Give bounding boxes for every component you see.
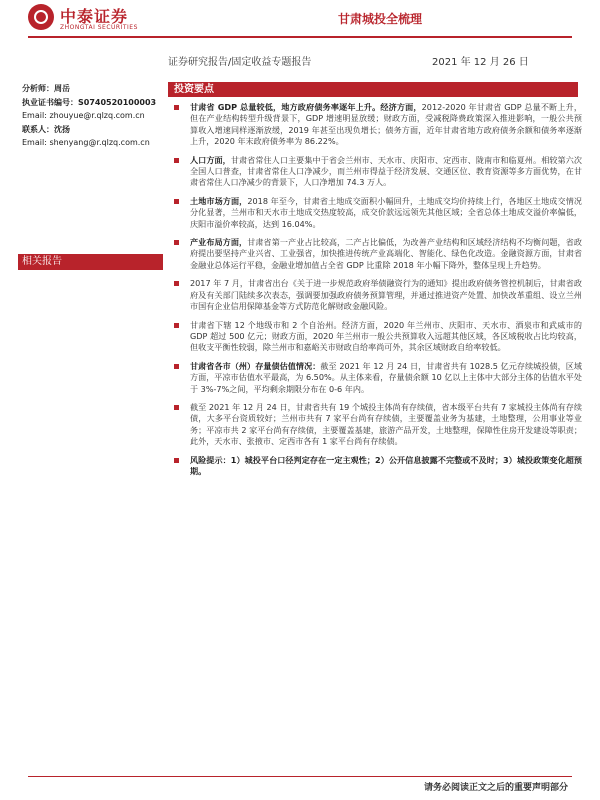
analyst-label: 分析师： [22, 84, 54, 93]
bullet-gdp [172, 102, 582, 148]
bullet-text: 截至 2021 年 12 月 24 日，甘肃省共有 19 个城投主体尚有存续债，省本级平台共有 7 家城投主体尚有存续债，大多平台资质较好；兰州市共有 7 家平台尚有存续债，主要覆盖业务为基建，土地整理，公用事业等业务；平凉市共 2 家平台尚有存续债，主要覆盖基建，旅游产品开发，土地整理，保障性住房开发建设等职责；此外，天水市、张掖市、定西市各有 1 家平台尚有存续债。 [190, 401, 582, 447]
bullet-valuation [172, 361, 582, 395]
cert-label: 执业证书编号： [22, 97, 78, 107]
bullet-issuers [172, 402, 582, 448]
bullet-lead: 产业布局方面， [190, 237, 248, 248]
bullet-text: 截至 2021 年 12 月 24 日，甘肃省共有 1028.5 亿元存续城投债，区域方面，平凉市估值水平最高，为 6.50%。从主体来看，存量债余额 10 亿以上主体中大部分主体的估值水平处于 3%-7%之间，平均剩余期限分布在 0-6 年内。 [190, 360, 582, 394]
investment-highlights-heading: 投资要点 [168, 82, 578, 97]
bullet-lead: 人口方面， [190, 154, 231, 165]
bullet-lead: 甘肃省各市（州）存量债估值情况： [190, 360, 321, 371]
footer-divider [28, 776, 572, 777]
logo-cn-text: 中泰证券 [60, 7, 129, 26]
bullet-text: 甘肃省下辖 12 个地级市和 2 个自治州。经济方面，2020 年兰州市、庆阳市、天水市、酒泉市和武威市的 GDP 超过 500 亿元；财政方面，2020 年兰州市一般公共预算收入远超其他区域，各区域税收占比均较高，但收支平衡性较弱，除兰州市和嘉峪关市财政自给率尚可外，其余区域财政自给率较低。 [190, 319, 582, 353]
bullet-risk [172, 455, 582, 478]
bullet-industry [172, 237, 582, 271]
bullet-text: 1）城投平台口径判定存在一定主观性；2）公开信息披露不完整或不及时；3）城投政策变化超预期。 [190, 454, 582, 476]
highlights-list [172, 102, 582, 484]
logo-en-text: ZHONGTAI SECURITIES [60, 24, 138, 31]
analyst-name: 周岳 [54, 84, 70, 93]
report-date: 2021 年 12 月 26 日 [432, 57, 529, 68]
bullet-text: 2012-2020 年甘肃省 GDP 总量不断上升，但在产业结构转型升级背景下，GDP 增速明显放缓；财政方面，受减税降费政策深入推进影响，一般公共预算收入增速同样逐渐放缓，2019 年甚至出现负增长；债务方面，近年甘肃省地方政府债务余额和债务率逐渐上升，2020 年末政府债务率为 86.22%。 [190, 102, 582, 147]
header-divider [28, 36, 572, 38]
contact-name: 沈扬 [54, 124, 70, 134]
disclaimer-footer: 请务必阅读正文之后的重要声明部分 [423, 783, 568, 793]
logo-icon [28, 4, 54, 30]
bullet-lead: 风险提示： [190, 454, 231, 465]
bullet-lead: 甘肃省 GDP 总量较低，地方政府债务率逐年上升。经济方面， [190, 102, 422, 112]
report-meta [168, 53, 548, 68]
contact-email[interactable]: shenyang@r.qlzq.com.cn [49, 138, 150, 148]
contact-email-label: Email: [22, 138, 47, 148]
bullet-text: 甘肃省常住人口主要集中于省会兰州市、天水市、庆阳市、定西市、陇南市和临夏州。相较第六次全国人口普查，甘肃省常住人口净减少，而兰州市得益于经济发展、交通区位、教育资源等多方面优势，在甘肃省常住人口净减少的背景下，人口净增加 74.3 万人。 [190, 154, 582, 188]
analyst-email[interactable]: zhouyue@r.qlzq.com.cn [49, 111, 145, 121]
bullet-policy [172, 278, 582, 312]
bullet-land-market [172, 196, 582, 230]
analyst-sidebar [22, 82, 162, 150]
bullet-text: 2018 年至今，甘肃省土地成交面积小幅回升，土地成交均价持续上行，各地区土地成交情况分化显著，兰州市和天水市土地成交热度较高，成交价款远远领先其他区域；全省总体土地成交溢价率偏低，庆阳市溢价率较高，达到 16.04%。 [190, 195, 582, 229]
page-header [0, 0, 600, 40]
bullet-lead: 土地市场方面， [190, 195, 248, 206]
report-type: 证券研究报告/固定收益专题报告 [168, 57, 312, 68]
bullet-regions [172, 320, 582, 354]
cert-number: S0740520100003 [78, 97, 157, 107]
bullet-text: 甘肃省第一产业占比较高，二产占比偏低，为改善产业结构和区域经济结构不均衡问题，省政府提出要坚持产业兴省、工业强省，加快推进传统产业高端化、智能化、绿色化改造。金融资源方面，甘肃省金融业总体运行平稳，金融业增加值占全省 GDP 比重除 2018 年小幅下降外，整体呈现上升趋势。 [190, 237, 582, 270]
related-reports-heading: 相关报告 [18, 254, 163, 270]
contact-label: 联系人： [22, 124, 54, 134]
analyst-email-label: Email: [22, 111, 47, 121]
bullet-population [172, 155, 582, 189]
report-title: 甘肃城投全梳理 [337, 12, 422, 26]
company-logo [28, 4, 148, 34]
bullet-text: 2017 年 7 月，甘肃省出台《关于进一步规范政府举债融资行为的通知》提出政府债务管控机制后，甘肃省政府及有关部门陆续多次表态，强调要加强政府债务预算管理，并通过推进资产处置、加快改革重组、设立兰州市国有企业信用保障基金等方式防范化解财政金融风险。 [190, 278, 582, 312]
